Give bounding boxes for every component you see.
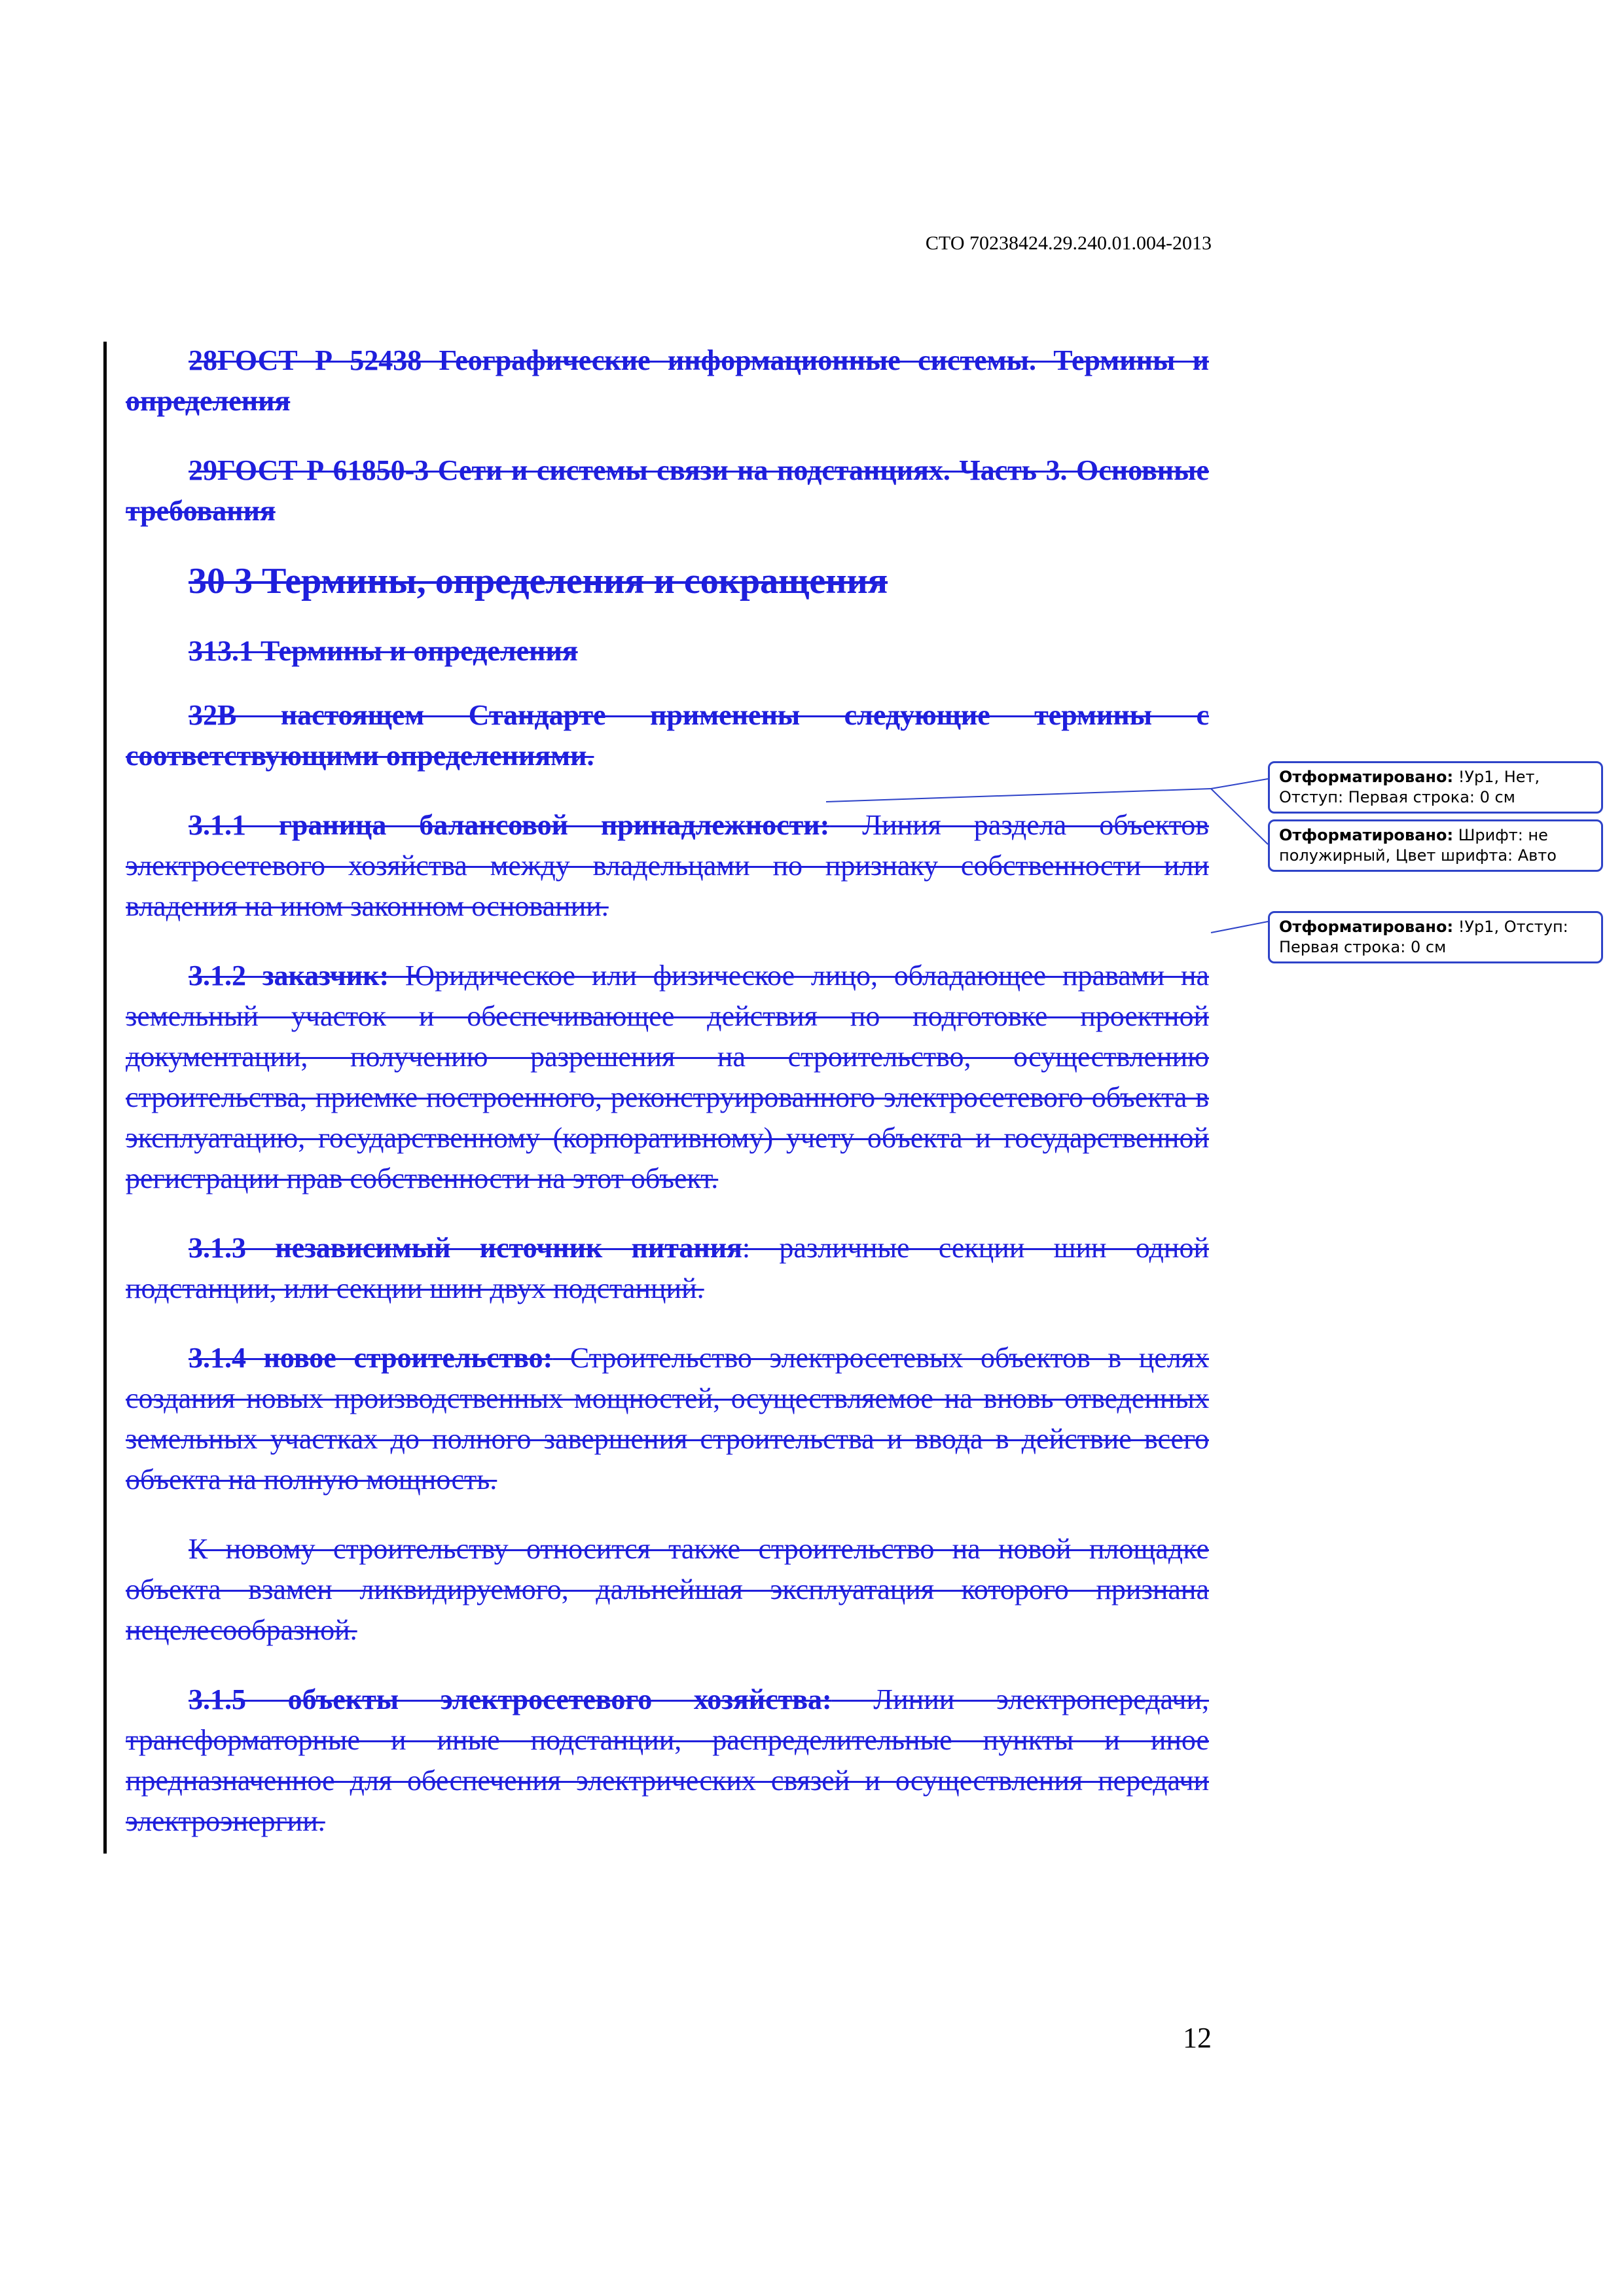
term-3-1-2-head: 3.1.2 заказчик: [189, 960, 389, 992]
page-number: 12 [1183, 2022, 1212, 2054]
format-comment-1[interactable] [1268, 761, 1603, 814]
term-3-1-4-note: К новому строительству относится также строительство на новой площадке объекта взамен ликвидируемого, дальнейшая эксплуатация которого признана нецелесообразной. [126, 1533, 1209, 1646]
paragraph-28: 28ГОСТ Р 52438 Географические информационные системы. Термины и определения [126, 344, 1209, 417]
term-3-1-1-body: Линия раздела объектов электросетевого хозяйства между владельцами по признаку собственности или владения на ином законном основании. [126, 809, 1210, 922]
leader-line-3 [1211, 922, 1268, 933]
paragraph-32: 32В настоящем Стандарте применены следующие термины с соответствующими определениями. [126, 699, 1209, 772]
paragraph-29: 29ГОСТ Р 61850-3 Сети и системы связи на подстанциях. Часть 3. Основные требования [126, 454, 1209, 527]
term-3-1-3-head: 3.1.3 независимый источник питания [189, 1232, 742, 1264]
document-code-header: СТО 70238424.29.240.01.004-2013 [925, 232, 1212, 254]
format-comment-3[interactable] [1268, 911, 1603, 963]
term-3-1-5-head: 3.1.5 объекты электросетевого хозяйства: [189, 1683, 832, 1715]
subsection-heading-3-1: 313.1 Термины и определения [189, 635, 578, 667]
term-3-1-2-body: Юридическое или физическое лицо, обладающее правами на земельный участок и обеспечивающее действия по подготовке проектной документации, получению разрешения на строительство, осуществлению строительства, приемке построенного, реконструированного электросетевого объекта в эксплуатацию, государственному (корпоративному) учету объекта и государственной регистрации прав собственности на этот объект. [126, 960, 1210, 1194]
term-3-1-3-body: : различные секции шин одной подстанции, или секции шин двух подстанций. [126, 1232, 1209, 1304]
term-3-1-1-head: 3.1.1 граница балансовой принадлежности: [189, 809, 830, 841]
comment-3-text: !Ур1, Отступ: Первая строка: 0 см [1279, 918, 1568, 956]
section-heading-3: 30 3 Термины, определения и сокращения [189, 561, 888, 601]
comment-1-label: Отформатировано: [1279, 768, 1454, 786]
term-3-1-4-body: Строительство электросетевых объектов в целях создания новых производственных мощностей, осуществляемое на вновь отведенных земельных участках до полного завершения строительства и ввода в действие всего объекта на полную мощность. [126, 1342, 1210, 1496]
leader-line-1b [826, 789, 1211, 802]
term-3-1-5-body: Линии электропередачи, трансформаторные и иные подстанции, распределительные пункты и иное предназначенное для обеспечения электрических связей и осуществления передачи электроэнергии. [126, 1683, 1209, 1837]
format-comment-2[interactable] [1268, 819, 1603, 872]
comment-3-label: Отформатировано: [1279, 918, 1454, 936]
term-3-1-4-head: 3.1.4 новое строительство: [189, 1342, 553, 1374]
leader-line-1 [1211, 779, 1268, 789]
leader-line-2 [1211, 789, 1268, 844]
comment-1-text: !Ур1, Нет, Отступ: Первая строка: 0 см [1279, 768, 1540, 806]
comment-2-text: Шрифт: не полужирный, Цвет шрифта: Авто [1279, 826, 1557, 865]
comment-2-label: Отформатировано: [1279, 826, 1454, 844]
